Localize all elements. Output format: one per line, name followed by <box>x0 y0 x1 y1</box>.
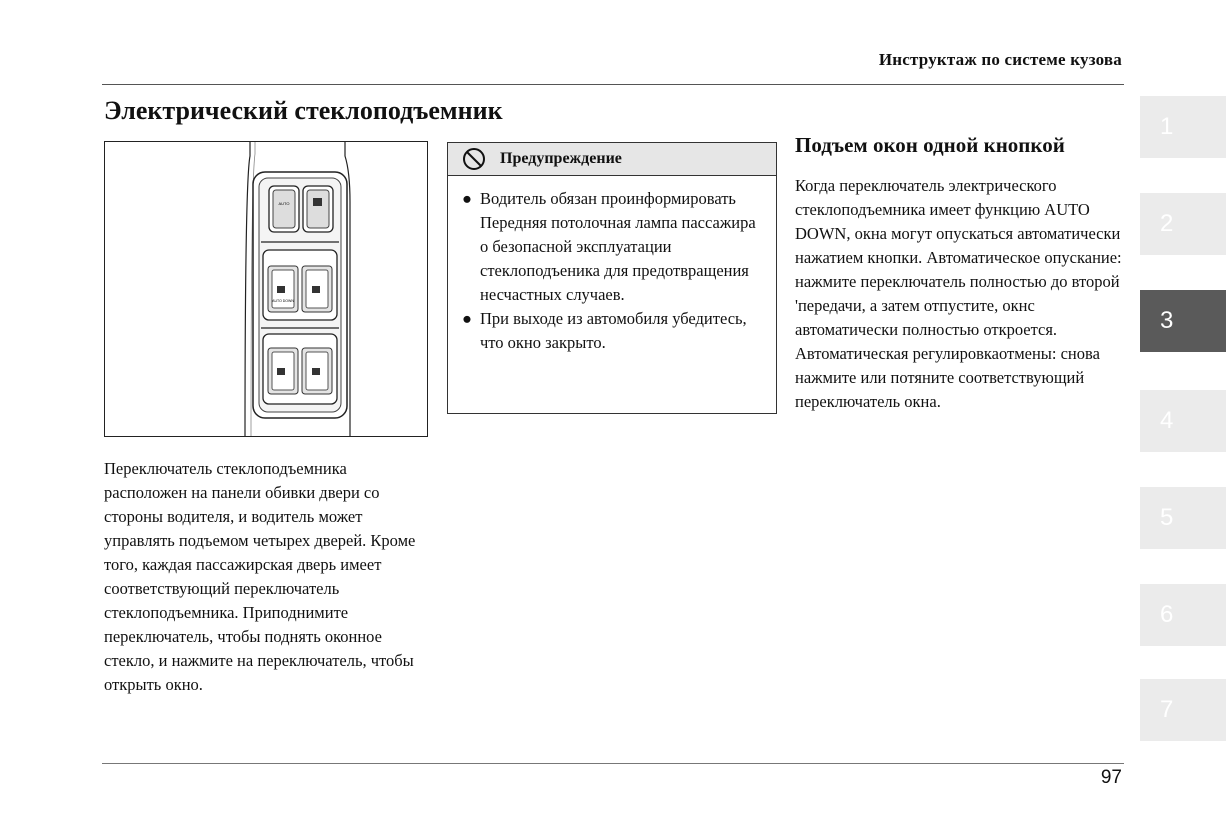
window-switch-illustration <box>104 141 428 437</box>
warning-item-text: При выходе из автомобиля убедитесь, что окно закрыто. <box>480 309 747 352</box>
chapter-tab-6[interactable]: 6 <box>1140 584 1226 646</box>
page-number: 97 <box>1100 767 1122 788</box>
chapter-tab-3[interactable]: 3 <box>1140 290 1226 352</box>
warning-item-text: Водитель обязан проинформировать Передняя потолочная лампа пассажира о безопасной эксплуатации стеклоподъеника для предотвращения несчастных случаев. <box>480 189 756 304</box>
chapter-tabs <box>1140 0 1226 829</box>
bullet-icon: ● <box>462 189 472 208</box>
warning-header <box>448 143 776 176</box>
warning-box <box>447 142 777 414</box>
lock-switch-label: AUTO <box>278 201 290 206</box>
header-divider <box>102 84 1124 85</box>
chapter-tab-4[interactable]: 4 <box>1140 390 1226 452</box>
one-touch-title: Подъем окон одной кнопкой <box>795 133 1065 157</box>
warning-item <box>462 307 766 355</box>
warning-list <box>448 176 776 355</box>
chapter-tab-5[interactable]: 5 <box>1140 487 1226 549</box>
chapter-tab-7[interactable]: 7 <box>1140 679 1226 741</box>
footer-divider <box>102 763 1124 764</box>
chapter-tab-1[interactable]: 1 <box>1140 96 1226 158</box>
chapter-tab-2[interactable]: 2 <box>1140 193 1226 255</box>
prohibition-icon <box>462 147 486 171</box>
running-header: Инструктаж по системе кузова <box>878 50 1122 69</box>
window-switch-description: Переключатель стеклоподъемника расположен на панели обивки двери со стороны водителя, и водитель может управлять подъемом четырех дверей. Кроме того, каждая пассажирская дверь имеет соответствующий переключатель стеклоподъемника. Приподнимите переключатель, чтобы поднять оконное стекло, и нажмите на переключатель, чтобы открыть окно. <box>104 459 416 694</box>
auto-down-switch-label: AUTO DOWN <box>272 299 294 303</box>
bullet-icon: ● <box>462 309 472 328</box>
one-touch-description: Когда переключатель электрического стеклоподъемника имеет функцию AUTO DOWN, окна могут опускаться автоматически нажатием кнопки. Автоматическое опускание: нажмите переключатель полностью до второй 'передачи, а затем отпустите, окнс автоматически полностью откроется. Автоматическая регулировкаотмены: снова нажмите или потяните соответствующий переключатель окна. <box>795 176 1122 411</box>
warning-item <box>462 187 766 307</box>
warning-title: Предупреждение <box>500 150 622 167</box>
section-title: Электрический стеклоподъемник <box>104 96 503 125</box>
